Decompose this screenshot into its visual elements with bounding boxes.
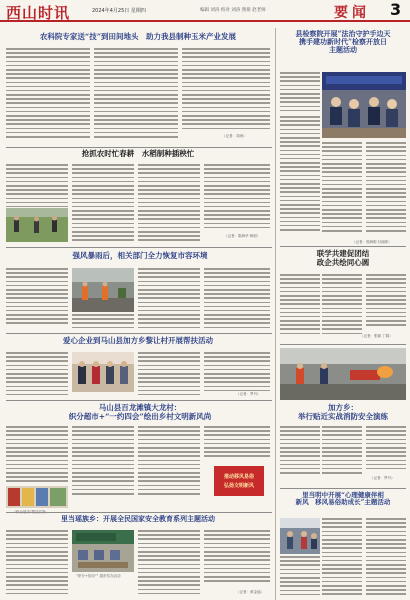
body-article-1	[6, 48, 90, 140]
credit-article-1: （记者：刘涛）	[222, 134, 247, 138]
body-article-2-lower	[280, 116, 320, 236]
credit-article-8: （记者：罗丹）	[370, 476, 395, 480]
body-article-6	[6, 352, 68, 396]
body-article-10-col-2	[322, 518, 362, 600]
body-article-9	[6, 530, 68, 600]
body-article-4-col-3	[138, 268, 200, 330]
column-divider	[275, 28, 276, 600]
headline-article-8: 加方乡： 举行贴近实战消防安全演练	[298, 403, 388, 421]
body-article-3	[6, 164, 68, 208]
body-article-5	[280, 274, 320, 336]
photo-prosecutor-open-day	[322, 72, 406, 138]
credit-article-3: （记者：陈海华 杨明）	[224, 234, 261, 238]
body-article-7-col-4	[204, 426, 270, 460]
caption-photo-2: “织分+信用”” 超市奖办活动	[76, 574, 121, 578]
headline-article-3: 抢抓农时忙春耕 水稻制种插秧忙	[81, 149, 195, 158]
credit-article-2: （记者：郭海明 付丽萍）	[352, 240, 392, 244]
body-article-10-col-3	[366, 518, 406, 600]
photo-classroom	[72, 530, 134, 572]
body-article-7-col-2	[72, 426, 134, 498]
promo-line-2: 弘扬文明新风	[223, 483, 254, 489]
headline-article-4: 强风暴雨后，相关部门全力恢复市容环境	[72, 251, 208, 260]
section-divider	[280, 344, 406, 345]
body-article-4-col-2	[72, 314, 134, 330]
body-article-9-col-2	[138, 530, 200, 600]
body-article-7	[6, 426, 68, 486]
page-number: 3	[390, 0, 402, 19]
headline-article-5: 联学共建促团结 政企共绘同心圆	[316, 249, 370, 267]
body-article-5-col-2	[322, 274, 362, 336]
headline-article-7: 马山县百龙滩镇大龙村： 织分超市+“一约四会”绘出乡村文明新风尚	[68, 403, 212, 421]
credit-article-5: （记者：张颖 丁娟）	[360, 334, 393, 338]
body-article-8-col-2	[322, 426, 362, 478]
section-divider	[6, 400, 272, 401]
photo-points-supermarket	[6, 486, 68, 508]
headline-article-1: 农科院专家送“技”到田间地头 助力我县制种玉米产业发展	[39, 32, 237, 41]
body-article-2	[280, 72, 320, 114]
body-article-6-col-3	[204, 352, 270, 392]
headline-article-10: 里当明中开展“心理健康伴相 新风 移风易俗助成长”主题活动	[295, 491, 391, 507]
body-article-8	[280, 426, 320, 478]
body-article-2-col-3	[366, 142, 406, 238]
credit-article-6: （记者：罗丹）	[236, 392, 261, 396]
credit-article-9: （记者：黄金福）	[236, 590, 264, 594]
masthead	[0, 0, 410, 22]
section-divider	[280, 488, 406, 489]
body-article-1-col-3	[182, 48, 270, 132]
body-article-6-col-2	[138, 352, 200, 396]
section-divider	[280, 246, 406, 247]
body-article-8-col-3	[366, 426, 406, 474]
section-divider	[6, 333, 272, 334]
promo-banner	[214, 466, 264, 496]
section-title: 要闻	[334, 5, 370, 21]
photo-fire-drill	[280, 348, 406, 400]
photo-charity-visit	[72, 352, 134, 392]
body-article-5-col-3	[366, 274, 406, 330]
headline-article-2: 县检察院开展“法治守护手边天 携手建功新时代”检察开放日 主题活动	[295, 29, 391, 55]
photo-cleanup-workers	[72, 268, 134, 312]
body-article-7-col-3	[138, 426, 200, 498]
body-article-3-col-4	[204, 164, 270, 232]
body-article-4	[6, 268, 68, 328]
newspaper-logo: 西山时讯	[6, 4, 71, 22]
section-divider	[6, 512, 272, 513]
body-article-3-col-2	[72, 164, 134, 242]
body-article-1-col-2	[94, 48, 178, 140]
body-article-3-col-3	[138, 164, 200, 242]
body-article-4-col-4	[204, 268, 270, 330]
issue-date: 2024年4月25日 星期四	[92, 8, 146, 14]
editor-credits: 编辑 刘涛 校对 刘涛 照排 赵老师	[200, 8, 266, 13]
section-divider	[6, 147, 272, 148]
headline-article-6: 爱心企业到马山县加方乡黎让村开展帮扶活动	[63, 336, 213, 345]
photo-rice-planting	[6, 208, 68, 242]
body-article-10	[280, 556, 320, 600]
body-article-9-col-3	[204, 530, 270, 586]
section-divider	[6, 247, 272, 248]
body-article-2-col-2	[322, 142, 362, 238]
photo-school-event	[280, 518, 320, 554]
promo-line-1: 推动移风易俗	[223, 474, 254, 480]
headline-article-9: 里当瑶族乡：开展全民国家安全教育系列主题活动	[61, 514, 215, 523]
